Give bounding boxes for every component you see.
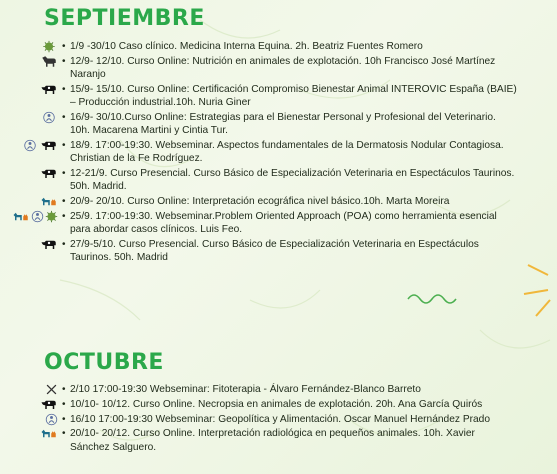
list-item: • 16/9- 30/10.Curso Online: Estrategias para el Bienestar Personal y Profesional del Veterinario. 10h. Macarena Martini y Cintia Tur. xyxy=(0,111,557,137)
list-item: • 10/10- 10/12. Curso Online. Necropsia en animales de explotación. 20h. Ana García Quirós xyxy=(0,398,557,411)
scribble-decoration xyxy=(408,295,456,303)
dog-cat-icon xyxy=(12,210,30,223)
item-text: 20/10- 20/12. Curso Online. Interpretación radiológica en pequeños animales. 10h. Xavier Sánchez Salguero. xyxy=(70,428,475,453)
bull-icon xyxy=(40,167,58,180)
item-text: 27/9-5/10. Curso Presencial. Curso Básico de Especialización Veterinaria en Espectáculos Taurinos. 50h. Madrid xyxy=(70,238,479,263)
course-list-september xyxy=(0,40,557,266)
list-item: • 2/10 17:00-19:30 Webseminar: Fitoterapia - Álvaro Fernández-Blanco Barreto xyxy=(0,383,557,396)
dog-cat-icon xyxy=(40,195,58,208)
item-text: 1/9 -30/10 Caso clínico. Medicina Interna Equina. 2h. Beatriz Fuentes Romero xyxy=(70,41,423,52)
item-text: 15/9- 15/10. Curso Online: Certificación Compromiso Bienestar Animal INTEROVIC España (BAIE) – Producción industrial.10h. Nuria Giner xyxy=(70,83,517,108)
item-text: 18/9. 17:00-19:30. Webseminar. Aspectos fundamentales de la Dermatosis Nodular Contagiosa. Christian de la Fe Rodríguez. xyxy=(70,139,504,164)
item-text: 12-21/9. Curso Presencial. Curso Básico de Especialización Veterinaria en Espectáculos Taurinos. 50h. Madrid. xyxy=(70,167,515,192)
list-item: • 20/10- 20/12. Curso Online. Interpretación radiológica en pequeños animales. 10h. Xavier Sánchez Salguero. xyxy=(0,427,557,453)
sun-decoration xyxy=(524,265,550,316)
tools-icon xyxy=(45,383,58,396)
person-icon xyxy=(31,210,44,223)
cow-icon xyxy=(40,83,58,96)
list-item: • 27/9-5/10. Curso Presencial. Curso Básico de Especialización Veterinaria en Espectáculos Taurinos. 50h. Madrid xyxy=(0,238,557,264)
list-item: • 18/9. 17:00-19:30. Webseminar. Aspectos fundamentales de la Dermatosis Nodular Contagiosa. Christian de la Fe Rodríguez. xyxy=(0,139,557,165)
person-icon xyxy=(40,111,58,124)
list-item: • 1/9 -30/10 Caso clínico. Medicina Interna Equina. 2h. Beatriz Fuentes Romero xyxy=(0,40,557,53)
list-item: • 12/9- 12/10. Curso Online: Nutrición en animales de explotación. 10h Francisco José Martínez Naranjo xyxy=(0,55,557,81)
item-text: 25/9. 17:00-19:30. Webseminar.Problem Oriented Approach (POA) como herramienta esencial para abordar casos clínicos. Luis Feo. xyxy=(70,210,497,235)
item-text: 16/10 17:00-19:30 Webseminar: Geopolítica y Alimentación. Oscar Manuel Hernández Prado xyxy=(70,413,490,425)
cow-icon xyxy=(40,139,58,152)
item-text: 2/10 17:00-19:30 Webseminar: Fitoterapia - Álvaro Fernández-Blanco Barreto xyxy=(70,384,421,395)
item-text: 20/9- 20/10. Curso Online: Interpretación ecográfica nivel básico.10h. Marta Moreira xyxy=(70,195,450,207)
virus-icon xyxy=(45,210,58,223)
course-list-october xyxy=(0,383,557,455)
item-text: 16/9- 30/10.Curso Online: Estrategias para el Bienestar Personal y Profesional del Veterinario. 10h. Macarena Martini y Cintia Tur. xyxy=(70,111,496,136)
item-text: 12/9- 12/10. Curso Online: Nutrición en animales de explotación. 10h Francisco José Martínez Naranjo xyxy=(70,55,496,80)
person-icon xyxy=(45,413,58,426)
bull-icon xyxy=(40,238,58,251)
item-text: 10/10- 10/12. Curso Online. Necropsia en animales de explotación. 20h. Ana García Quirós xyxy=(70,398,483,410)
list-item: • 16/10 17:00-19:30 Webseminar: Geopolítica y Alimentación. Oscar Manuel Hernández Prado xyxy=(0,413,557,426)
horse-icon xyxy=(40,55,58,68)
dog-cat-icon xyxy=(40,427,58,440)
list-item: • 12-21/9. Curso Presencial. Curso Básico de Especialización Veterinaria en Espectáculos Taurinos. 50h. Madrid. xyxy=(0,167,557,193)
month-title-september: SEPTIEMBRE xyxy=(44,6,205,31)
list-item: • 15/9- 15/10. Curso Online: Certificación Compromiso Bienestar Animal INTEROVIC España (BAIE) – Producción industrial.10h. Nuria Giner xyxy=(0,83,557,109)
list-item: • 25/9. 17:00-19:30. Webseminar.Problem Oriented Approach (POA) como herramienta esencial para abordar casos clínicos. Luis Feo. xyxy=(0,210,557,236)
cow-icon xyxy=(40,398,58,411)
list-item: • 20/9- 20/10. Curso Online: Interpretación ecográfica nivel básico.10h. Marta Moreira xyxy=(0,195,557,208)
month-title-october: OCTUBRE xyxy=(44,350,164,375)
virus-icon xyxy=(40,40,58,53)
person-icon xyxy=(21,139,39,152)
